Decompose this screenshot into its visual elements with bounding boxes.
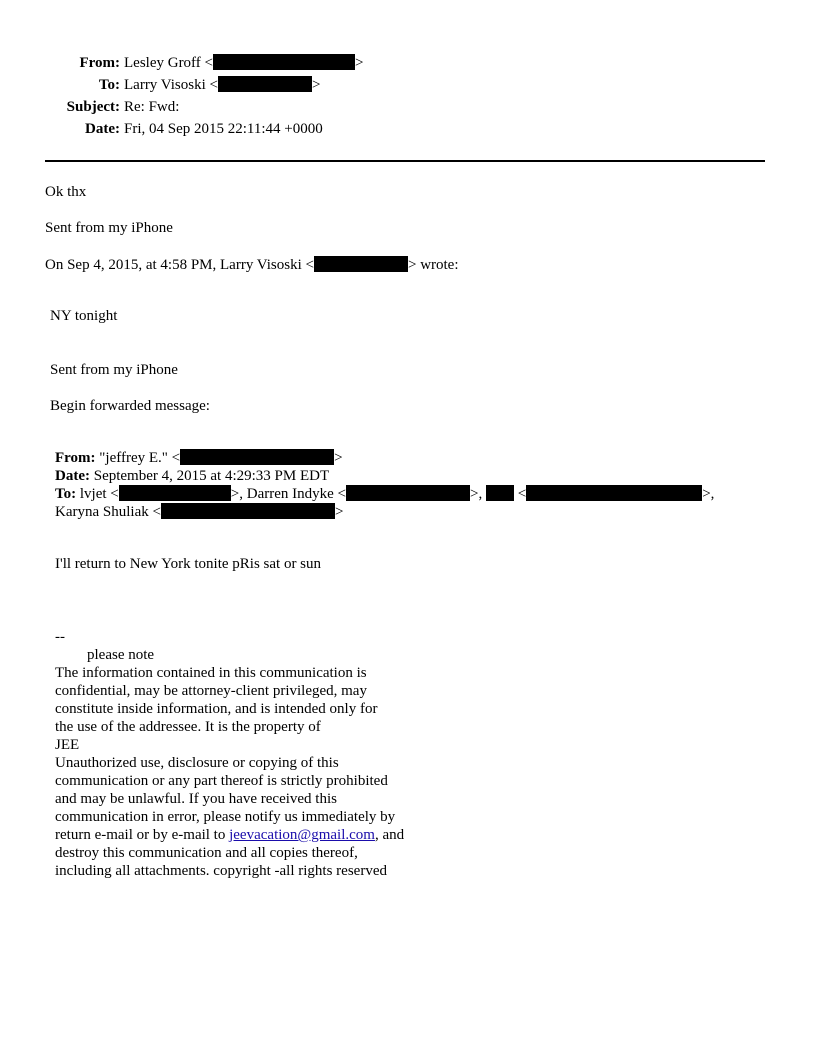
signature-dashes: --: [55, 629, 65, 645]
to-label: To:: [98, 77, 120, 93]
disclaimer: [55, 664, 404, 880]
notify-text: return e-mail or by e-mail to: [55, 827, 226, 843]
date-value: Fri, 04 Sep 2015 22:11:44 +0000: [124, 121, 323, 137]
fw-from-label: From:: [55, 450, 96, 466]
email-link[interactable]: jeevacation@gmail.com: [229, 827, 375, 843]
redaction-block: [486, 485, 514, 501]
notify-tail: , and: [374, 827, 405, 843]
fw-to-shuliak: Karyna Shuliak: [55, 504, 149, 520]
disclaimer-line: communication or any part thereof is strictly prohibited: [55, 773, 388, 789]
disclaimer-line: the use of the addressee. It is the property of: [55, 719, 321, 735]
redaction-block: [119, 485, 231, 501]
quote-intro-text: On Sep 4, 2015, at 4:58 PM, Larry Visoski: [45, 257, 302, 273]
subject-value: Re: Fwd:: [124, 99, 180, 115]
header-divider: [45, 160, 765, 162]
redaction-block: [213, 54, 355, 70]
reply-text: Ok thx: [45, 184, 87, 200]
to-name: Larry Visoski: [124, 77, 206, 93]
disclaimer-line: Unauthorized use, disclosure or copying of this: [55, 755, 339, 771]
quote-intro-wrote: wrote:: [420, 257, 459, 273]
quoted-text: NY tonight: [50, 308, 118, 324]
from-name: Lesley Groff: [124, 55, 201, 71]
quote-intro: On Sep 4, 2015, at 4:58 PM, Larry Visoski < > wrote:: [45, 257, 459, 273]
redaction-block: [180, 449, 334, 465]
redaction-block: [161, 503, 335, 519]
fw-to-lvjet: lvjet: [79, 486, 107, 502]
quoted-signature: Sent from my iPhone: [50, 362, 178, 378]
fw-date-label: Date:: [55, 468, 90, 484]
disclaimer-line: destroy this communication and all copies thereof,: [55, 845, 358, 861]
fw-to-indyke: Darren Indyke: [246, 486, 334, 502]
signature-note: please note: [87, 647, 155, 663]
subject-label: Subject:: [66, 99, 120, 115]
fw-to-label: To:: [55, 486, 77, 502]
date-label: Date:: [85, 121, 120, 137]
redaction-block: [218, 76, 312, 92]
disclaimer-line: JEE: [55, 737, 80, 753]
forwarded-intro: Begin forwarded message:: [50, 398, 210, 414]
redaction-block: [346, 485, 470, 501]
from-label: From:: [79, 55, 120, 71]
redaction-block: [526, 485, 702, 501]
disclaimer-line: confidential, may be attorney-client privileged, may: [55, 683, 367, 699]
disclaimer-line: constitute inside information, and is intended only for: [55, 701, 378, 717]
fw-date-value: September 4, 2015 at 4:29:33 PM EDT: [93, 468, 330, 484]
disclaimer-line: and may be unlawful. If you have received this: [55, 791, 337, 807]
signature-iphone: Sent from my iPhone: [45, 220, 173, 236]
redaction-block: [314, 256, 408, 272]
disclaimer-line: communication in error, please notify us immediately by: [55, 809, 396, 825]
forwarded-message: I'll return to New York tonite pRis sat or sun: [55, 556, 322, 572]
fw-from-name: "jeffrey E.": [99, 450, 168, 466]
disclaimer-line-email: [55, 826, 404, 844]
disclaimer-line: The information contained in this communication is: [55, 665, 367, 681]
disclaimer-line: including all attachments. copyright -all rights reserved: [55, 863, 387, 879]
